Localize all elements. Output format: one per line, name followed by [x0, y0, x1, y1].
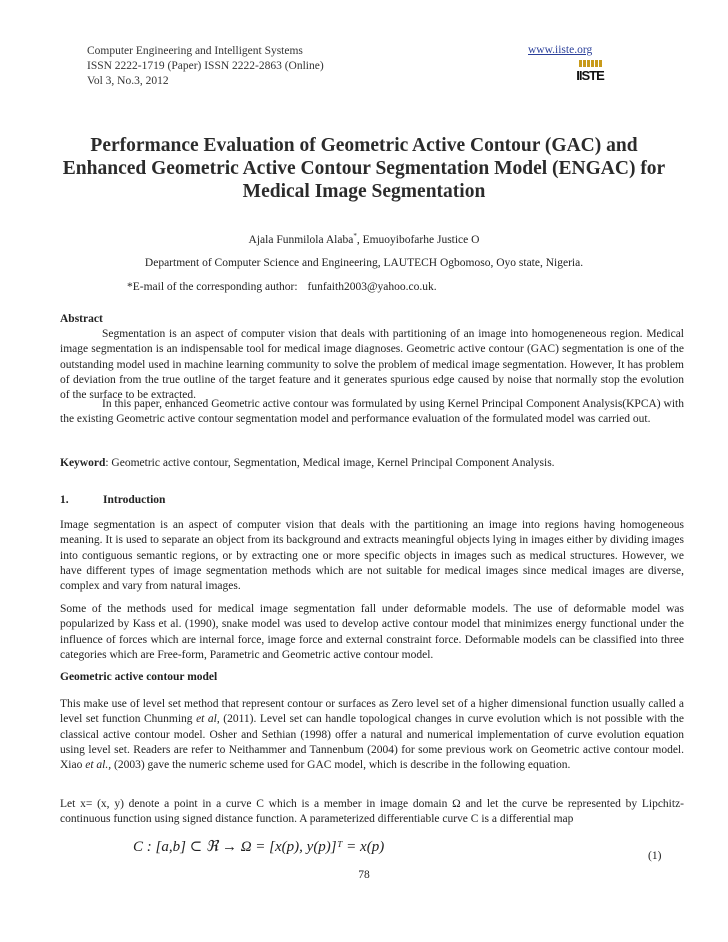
gac-paragraph-1	[60, 697, 684, 773]
gac-etal-2: et al.,	[85, 759, 112, 772]
email-label: *E-mail of the corresponding author:	[127, 281, 298, 293]
author-2: , Emuoyibofarhe Justice O	[356, 233, 480, 246]
abstract-text-2: In this paper, enhanced Geometric active contour was formulated by using Kernel Principal Component Analysis(KPCA) with the existing Geometric active contour segmentation model and performance evaluation of the formulated model was carried out.	[60, 398, 684, 426]
intro-paragraph-2: Some of the methods used for medical image segmentation fall under deformable models. The use of deformable model was popularized by Kass et al. (1990), snake model was used to develop active contour model that minimizes energy functional under the influence of forces which are internal force, image force and external constraint force. Deformable models can be classified into three categories which are Free-form, Parametric and Geometric active contour model.	[60, 603, 684, 661]
issn-line: ISSN 2222-1719 (Paper) ISSN 2222-2863 (Online)	[87, 60, 324, 72]
email-address: funfaith2003@yahoo.co.uk.	[307, 281, 437, 293]
journal-name: Computer Engineering and Intelligent Systems	[87, 45, 303, 57]
equation-number: (1)	[648, 850, 662, 862]
corresponding-mark: *	[353, 232, 357, 240]
gac-etal-1: et al	[196, 713, 217, 726]
subsection-title: Geometric active contour model	[60, 671, 218, 683]
corresponding-email-line	[127, 281, 437, 293]
author-line	[60, 232, 668, 246]
author-1: Ajala Funmilola Alaba	[248, 233, 354, 246]
abstract-text-1: Segmentation is an aspect of computer vision that deals with partitioning of an image into homogeneneous region. Medical image segmentation is an indispensable tool for medical image diagnoses. Geometric active contour (GAC) segmentation is one of the outstanding model used in machine learning community to solve the problem of medical image segmentation. However, It has problem of deviation from the true outline of the target feature and it generates spurious edge caused by noise that normally stop the evolution of the surface to be extracted.	[60, 328, 684, 402]
intro-paragraph-1: Image segmentation is an aspect of computer vision that deals with the partitioning an image into regions having homogeneous meaning. It is used to separate an object from its background and extracts meaningful objects lying in images either by dividing images into contiguous semantic regions, or by extracting one or more specific objects in images such as medical structures. However, we have different types of image segmentation methods which are not suitable for medical images since medical images are diverse, complex and vary from natural images.	[60, 519, 684, 593]
journal-url-link[interactable]: www.iiste.org	[528, 44, 593, 56]
abstract-heading: Abstract	[60, 313, 103, 325]
gac-text-c: (2003) gave the numeric scheme used for GAC model, which is describe in the following equation.	[111, 759, 571, 772]
section-title: Introduction	[103, 494, 166, 506]
keywords-line	[60, 456, 684, 471]
iiste-logo	[575, 60, 605, 88]
paper-title: Performance Evaluation of Geometric Active Contour (GAC) and Enhanced Geometric Active Contour Segmentation Model (ENGAC) for Medical Image Segmentation	[62, 135, 666, 202]
gac-text-b: , (2011). Level set can handle topological changes in curve evolution which is not possible with the classical active contour model. Osher and Sethian (1998) offer a natural and numerical implementation of curve evolution equation using level set. Readers are refer to Neithammer and Tannenbum (2004) for some previous work on Geometric active contour model. Xiao	[60, 713, 684, 772]
logo-text: IISTE	[576, 68, 604, 83]
gac-paragraph-2: Let x= (x, y) denote a point in a curve C which is a member in image domain Ω and let the curve be represented by Lipchitz-continuous function using signed distance function. A parameterized differentiable curve C is a differential map	[60, 798, 684, 826]
equation-1: C : [a,b] ⊂ ℜ → Ω = [x(p), y(p)]ᵀ = x(p)	[133, 839, 385, 855]
affiliation: Department of Computer Science and Engineering, LAUTECH Ogbomoso, Oyo state, Nigeria.	[144, 257, 584, 269]
volume-line: Vol 3, No.3, 2012	[87, 75, 169, 87]
abstract-paragraph-2	[60, 397, 684, 428]
page-number: 78	[358, 869, 370, 881]
keywords-label: Keyword	[60, 457, 106, 469]
keywords-text: : Geometric active contour, Segmentation, Medical image, Kernel Principal Component Analysis.	[105, 457, 555, 469]
abstract-paragraph-1	[60, 327, 684, 403]
gac-text-a: This make use of level set method that represent contour or surfaces as Zero level set of a higher dimensional function usually called a level set function Chunming	[60, 698, 684, 726]
section-number: 1.	[60, 494, 69, 506]
